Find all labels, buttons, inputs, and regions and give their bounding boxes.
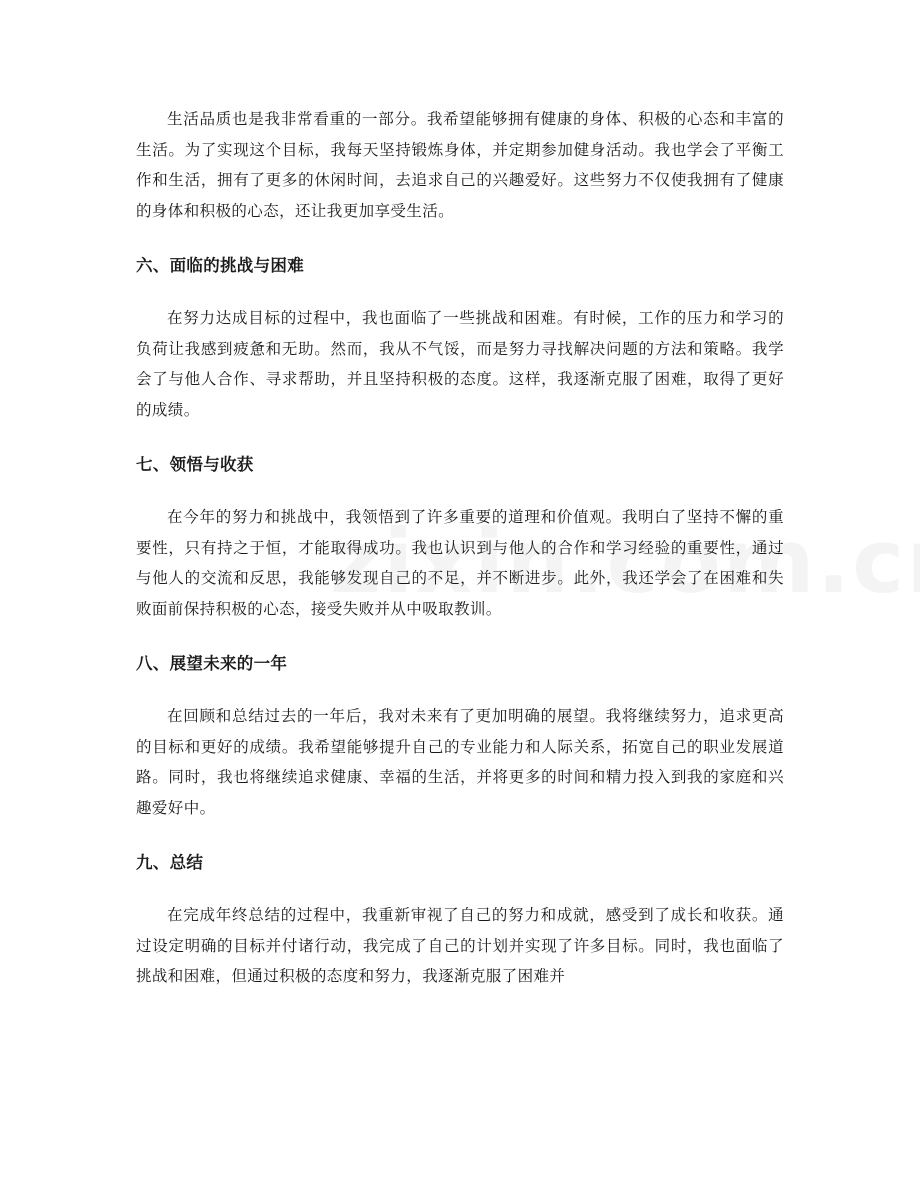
paragraph-challenges: 在努力达成目标的过程中，我也面临了一些挑战和困难。有时候，工作的压力和学习的负荷让我感到疲惫和无助。然而，我从不气馁，而是努力寻找解决问题的方法和策略。我学会了与他人合作、寻求帮助，并且坚持积极的态度。这样，我逐渐克服了困难，取得了更好的成绩。: [136, 309, 784, 419]
paragraph-summary: 在完成年终总结的过程中，我重新审视了自己的努力和成就，感受到了成长和收获。通过设定明确的目标并付诸行动，我完成了自己的计划并实现了许多目标。同时，我也面临了挑战和困难，但通过积极的态度和努力，我逐渐克服了困难并: [136, 906, 784, 985]
paragraph-insights: 在今年的努力和挑战中，我领悟到了许多重要的道理和价值观。我明白了坚持不懈的重要性，只有持之于恒，才能取得成功。我也认识到与他人的合作和学习经验的重要性，通过与他人的交流和反思，我能够发现自己的不足，并不断进步。此外，我还学会了在困难和失败面前保持积极的心态，接受失败并从中吸取教训。: [136, 508, 784, 618]
heading-challenges: 六、面临的挑战与困难: [136, 256, 304, 275]
document-body: [136, 104, 784, 992]
paragraph-outlook: 在回顾和总结过去的一年后，我对未来有了更加明确的展望。我将继续努力，追求更高的目标和更好的成绩。我希望能够提升自己的专业能力和人际关系，拓宽自己的职业发展道路。同时，我也将继续追求健康、幸福的生活，并将更多的时间和精力投入到我的家庭和兴趣爱好中。: [136, 707, 784, 817]
heading-outlook: 八、展望未来的一年: [136, 654, 288, 673]
heading-insights: 七、领悟与收获: [136, 455, 254, 474]
heading-summary: 九、总结: [136, 853, 204, 872]
paragraph-quality-of-life: 生活品质也是我非常看重的一部分。我希望能够拥有健康的身体、积极的心态和丰富的生活。为了实现这个目标，我每天坚持锻炼身体，并定期参加健身活动。我也学会了平衡工作和生活，拥有了更多的休闲时间，去追求自己的兴趣爱好。这些努力不仅使我拥有了健康的身体和积极的心态，还让我更加享受生活。: [136, 110, 784, 220]
